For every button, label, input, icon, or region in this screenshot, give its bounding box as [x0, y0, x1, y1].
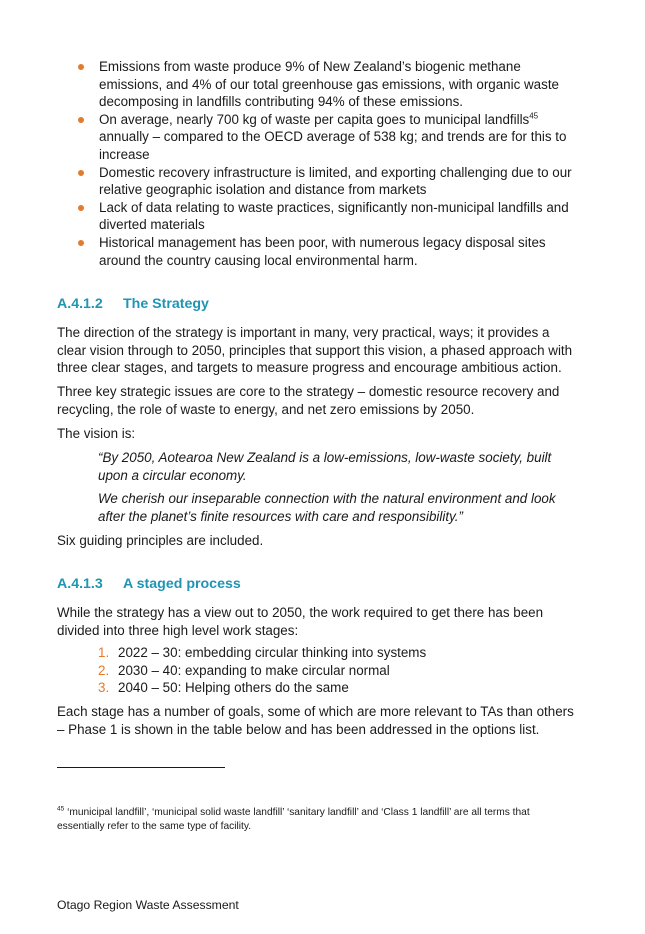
principles-sentence: Six guiding principles are included.: [57, 533, 264, 548]
stage-text: 2022 – 30: embedding circular thinking into systems: [118, 645, 427, 660]
stage-number: 3.: [98, 680, 110, 696]
page-footer: Otago Region Waste Assessment: [57, 898, 239, 912]
section-number: A.4.1.3: [57, 576, 103, 592]
bullet-dot-icon: [78, 170, 84, 176]
bullet-item: [78, 111, 578, 164]
bullet-text: Lack of data relating to waste practices, significantly non-municipal landfills and diverted materials: [99, 199, 569, 233]
stage-text: 2030 – 40: expanding to make circular normal: [118, 662, 390, 678]
vision-quote-2: We cherish our inseparable connection with the natural environment and look after the planet’s finite resources with care and responsibility.”: [98, 491, 556, 524]
section-heading-staged: [57, 576, 241, 592]
section-heading-strategy: [57, 296, 209, 312]
bullet-dot-icon: [78, 205, 84, 211]
stage-item: [98, 662, 518, 680]
footnote-reference[interactable]: 45: [529, 111, 539, 121]
bullet-item: [78, 164, 578, 199]
footnote-number: 45: [57, 805, 65, 813]
section-title: The Strategy: [123, 296, 209, 312]
bullet-text: Emissions from waste produce 9% of New Zealand’s biogenic methane emissions, and 4% of our total greenhouse gas emissions, with organic waste decomposing in landfills contributing 94% of these emissions.: [99, 59, 559, 110]
vision-intro: The vision is:: [57, 426, 136, 441]
stages-list: [98, 644, 518, 697]
bullet-text: On average, nearly 700 kg of waste per capita goes to municipal landfills: [99, 111, 530, 127]
stage-number: 1.: [98, 645, 110, 660]
bullet-item: [78, 58, 578, 111]
vision-quote-1: “By 2050, Aotearoa New Zealand is a low-emissions, low-waste society, built upon a circular economy.: [98, 450, 552, 483]
section-title: A staged process: [123, 576, 241, 592]
section-number: A.4.1.2: [57, 296, 103, 312]
footnote: [57, 806, 577, 834]
staged-closing: Each stage has a number of goals, some of which are more relevant to TAs than others – Phase 1 is shown in the table below and has been addressed in the options list.: [57, 704, 574, 737]
bullet-dot-icon: [78, 117, 84, 123]
stage-text: 2040 – 50: Helping others do the same: [118, 680, 349, 696]
bullet-dot-icon: [78, 240, 84, 246]
bullet-text-continued: annually – compared to the OECD average of 538 kg; and trends are for this to increase: [99, 129, 567, 162]
bullet-text: Historical management has been poor, with numerous legacy disposal sites around the country causing local environmental harm.: [99, 234, 546, 268]
strategy-paragraph-2: Three key strategic issues are core to the strategy – domestic resource recovery and recycling, the role of waste to energy, and net zero emissions by 2050.: [57, 384, 560, 417]
bullet-dot-icon: [78, 64, 84, 70]
stage-number: 2.: [98, 662, 110, 678]
staged-intro: While the strategy has a view out to 2050, the work required to get there has been divided into three high level work stages:: [57, 605, 544, 638]
stage-item: [98, 644, 518, 662]
bullet-item: [78, 199, 578, 234]
issues-bullet-list: [78, 58, 578, 269]
bullet-item: [78, 234, 578, 269]
footnote-text: ‘municipal landfill’, ‘municipal solid waste landfill’ ‘sanitary landfill’ and ‘Class 1 landfill’ are all terms that essentially refer to the same type of facility.: [57, 807, 530, 832]
strategy-paragraph-1: The direction of the strategy is important in many, very practical, ways; it provides a clear vision through to 2050, principles that support this vision, a phased approach with three clear stages, and targets to measure progress and encourage ambitious action.: [57, 325, 573, 376]
bullet-text: Domestic recovery infrastructure is limited, and exporting challenging due to our relative geographic isolation and distance from markets: [99, 164, 572, 198]
stage-item: [98, 679, 518, 697]
footnote-divider: [57, 767, 225, 768]
